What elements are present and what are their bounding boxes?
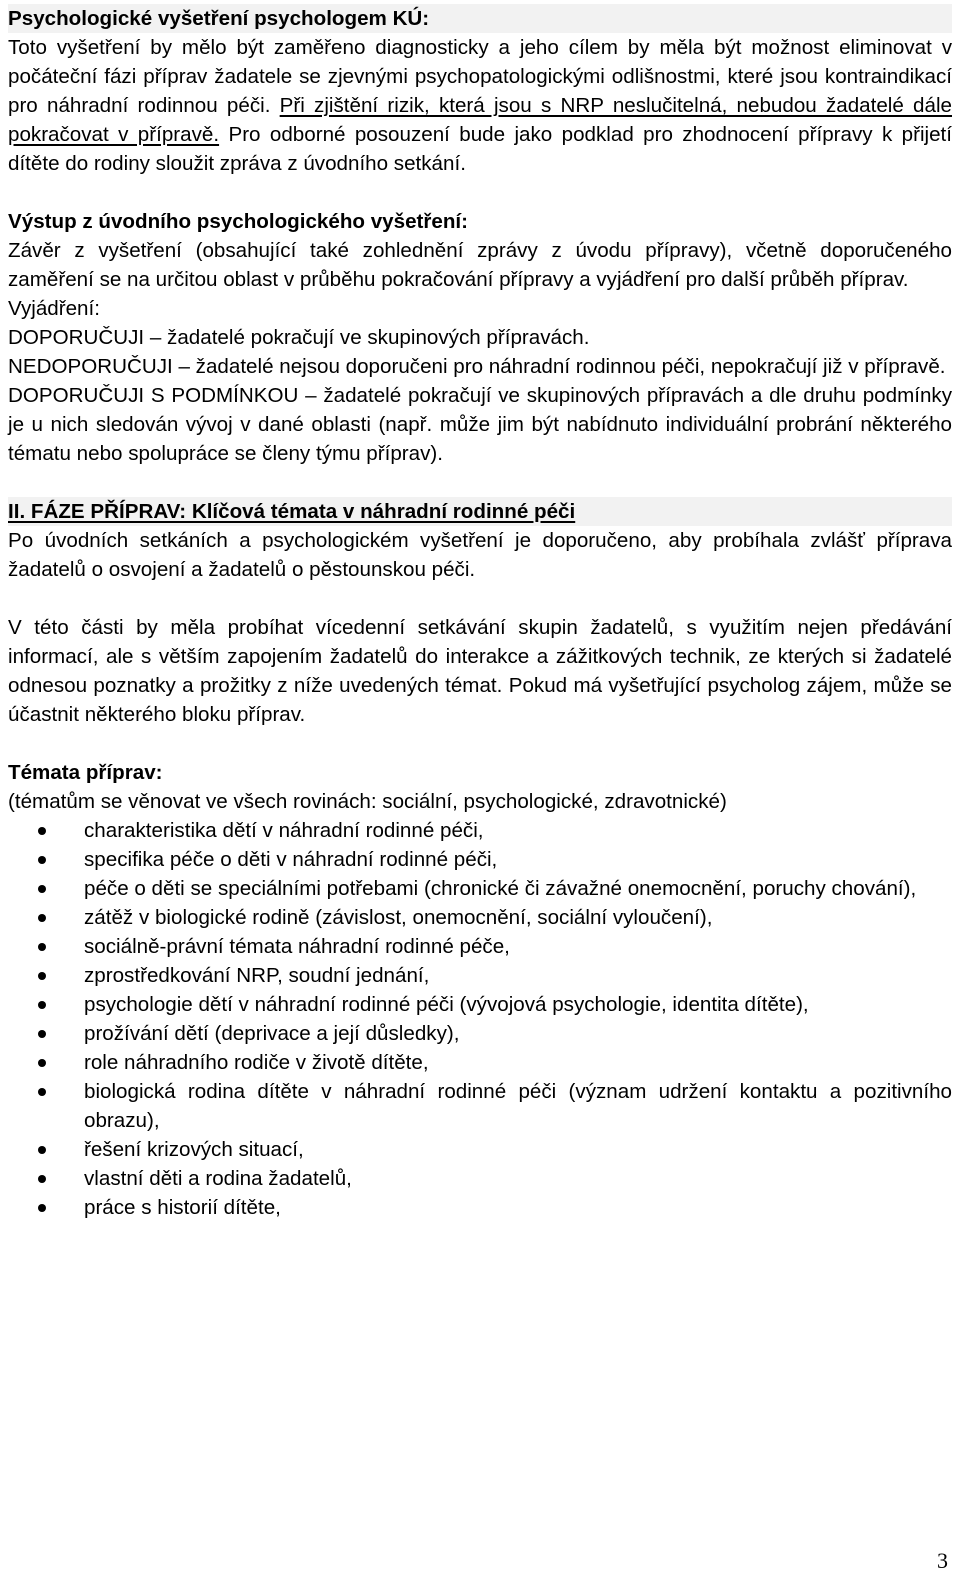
option-recommend-conditional: DOPORUČUJI S PODMÍNKOU – žadatelé pokračují ve skupinových přípravách a dle druhu podmínky je u nich sledován vývoj v dané oblasti (např. může jim být nabídnuto individuální probrání některého tématu nebo spolupráce se členy týmu příprav).	[8, 384, 952, 465]
list-item-text: práce s historií dítěte,	[84, 1196, 281, 1219]
list-item	[8, 1135, 952, 1164]
list-item-text: řešení krizových situací,	[84, 1138, 304, 1161]
section-heading-psych-exam: Psychologické vyšetření psychologem KÚ:	[8, 4, 952, 33]
bullet-icon	[38, 827, 46, 835]
list-item-text: role náhradního rodiče v životě dítěte,	[84, 1051, 429, 1074]
bullet-icon	[38, 1146, 46, 1154]
bullet-icon	[38, 885, 46, 893]
section-heading-topics: Témata příprav:	[8, 761, 163, 784]
spacer	[8, 729, 952, 758]
option-recommend: DOPORUČUJI – žadatelé pokračují ve skupinových přípravách.	[8, 326, 590, 349]
psych-exam-paragraph	[8, 33, 952, 178]
page-number: 3	[937, 1548, 948, 1573]
psych-exam-text-a: Toto vyšetření by mělo být zaměřeno diagnosticky a jeho cílem by měla být možnost eliminovat v počáteční fázi příprav žadatele se zjevnými psychopatologickými odlišnostmi, které jsou kontraindikací pro náhradní rodinnou péči.	[8, 36, 952, 117]
bullet-icon	[38, 1175, 46, 1183]
list-item-text: specifika péče o děti v náhradní rodinné péči,	[84, 848, 498, 871]
list-item	[8, 816, 952, 845]
list-item-text: zprostředkování NRP, soudní jednání,	[84, 964, 430, 987]
list-item	[8, 903, 952, 932]
bullet-icon	[38, 1030, 46, 1038]
list-item	[8, 990, 952, 1019]
list-item	[8, 1019, 952, 1048]
list-item	[8, 1193, 952, 1222]
list-item	[8, 845, 952, 874]
list-item-text: vlastní děti a rodina žadatelů,	[84, 1167, 352, 1190]
spacer	[8, 584, 952, 613]
spacer	[8, 178, 952, 207]
phase-two-body-paragraph: V této části by měla probíhat vícedenní setkávání skupin žadatelů, s využitím nejen předávání informací, ale s větším zapojením žadatelů do interakce a zážitkových technik, ze kterých si žadatelé odnesou poznatky a prožitky z níže uvedených témat. Pokud má vyšetřující psycholog zájem, může se účastnit některého bloku příprav.	[8, 616, 952, 726]
bullet-icon	[38, 1204, 46, 1212]
list-item-text: biologická rodina dítěte v náhradní rodinné péči (význam udržení kontaktu a pozitivního obrazu),	[84, 1080, 952, 1132]
list-item-text: psychologie dětí v náhradní rodinné péči (vývojová psychologie, identita dítěte),	[84, 993, 809, 1016]
psych-exam-text-b: Pro odborné posouzení bude jako podklad pro zhodnocení přípravy k přijetí dítěte do rodiny sloužit zpráva z úvodního setkání.	[8, 123, 952, 175]
section-heading-phase-two: II. FÁZE PŘÍPRAV: Klíčová témata v náhradní rodinné péči	[8, 497, 952, 526]
bullet-icon	[38, 1059, 46, 1067]
list-item-text: péče o děti se speciálními potřebami (chronické či závažné onemocnění, poruchy chování),	[84, 877, 917, 900]
bullet-icon	[38, 1088, 46, 1096]
list-item	[8, 1048, 952, 1077]
bullet-icon	[38, 1001, 46, 1009]
topics-list	[8, 816, 952, 1222]
bullet-icon	[38, 972, 46, 980]
bullet-icon	[38, 914, 46, 922]
list-item-text: sociálně-právní témata náhradní rodinné péče,	[84, 935, 510, 958]
list-item-text: charakteristika dětí v náhradní rodinné péči,	[84, 819, 484, 842]
topics-subheading: (tématům se věnovat ve všech rovinách: sociální, psychologické, zdravotnické)	[8, 790, 727, 813]
option-not-recommend: NEDOPORUČUJI – žadatelé nejsou doporučeni pro náhradní rodinnou péči, nepokračují již v přípravě.	[8, 355, 946, 378]
bullet-icon	[38, 943, 46, 951]
list-item	[8, 961, 952, 990]
bullet-icon	[38, 856, 46, 864]
psych-exam-underlined-text: Při zjištění rizik, která jsou s NRP neslučitelná, nebudou žadatelé dále pokračovat v přípravě.	[8, 94, 952, 146]
list-item-text: zátěž v biologické rodině (závislost, onemocnění, sociální vyloučení),	[84, 906, 713, 929]
list-item	[8, 932, 952, 961]
section-heading-exam-output: Výstup z úvodního psychologického vyšetření:	[8, 210, 469, 233]
exam-conclusion-paragraph: Závěr z vyšetření (obsahující také zohlednění zprávy z úvodu přípravy), včetně doporučeného zaměření se na určitou oblast v průběhu pokračování přípravy a vyjádření pro další průběh příprav.	[8, 239, 952, 291]
statement-label: Vyjádření:	[8, 297, 100, 320]
document-page	[8, 4, 952, 1222]
spacer	[8, 468, 952, 497]
phase-two-intro-paragraph: Po úvodních setkáních a psychologickém vyšetření je doporučeno, aby probíhala zvlášť příprava žadatelů o osvojení a žadatelů o pěstounskou péči.	[8, 529, 952, 581]
list-item	[8, 1077, 952, 1135]
list-item	[8, 874, 952, 903]
list-item	[8, 1164, 952, 1193]
list-item-text: prožívání dětí (deprivace a její důsledky),	[84, 1022, 460, 1045]
